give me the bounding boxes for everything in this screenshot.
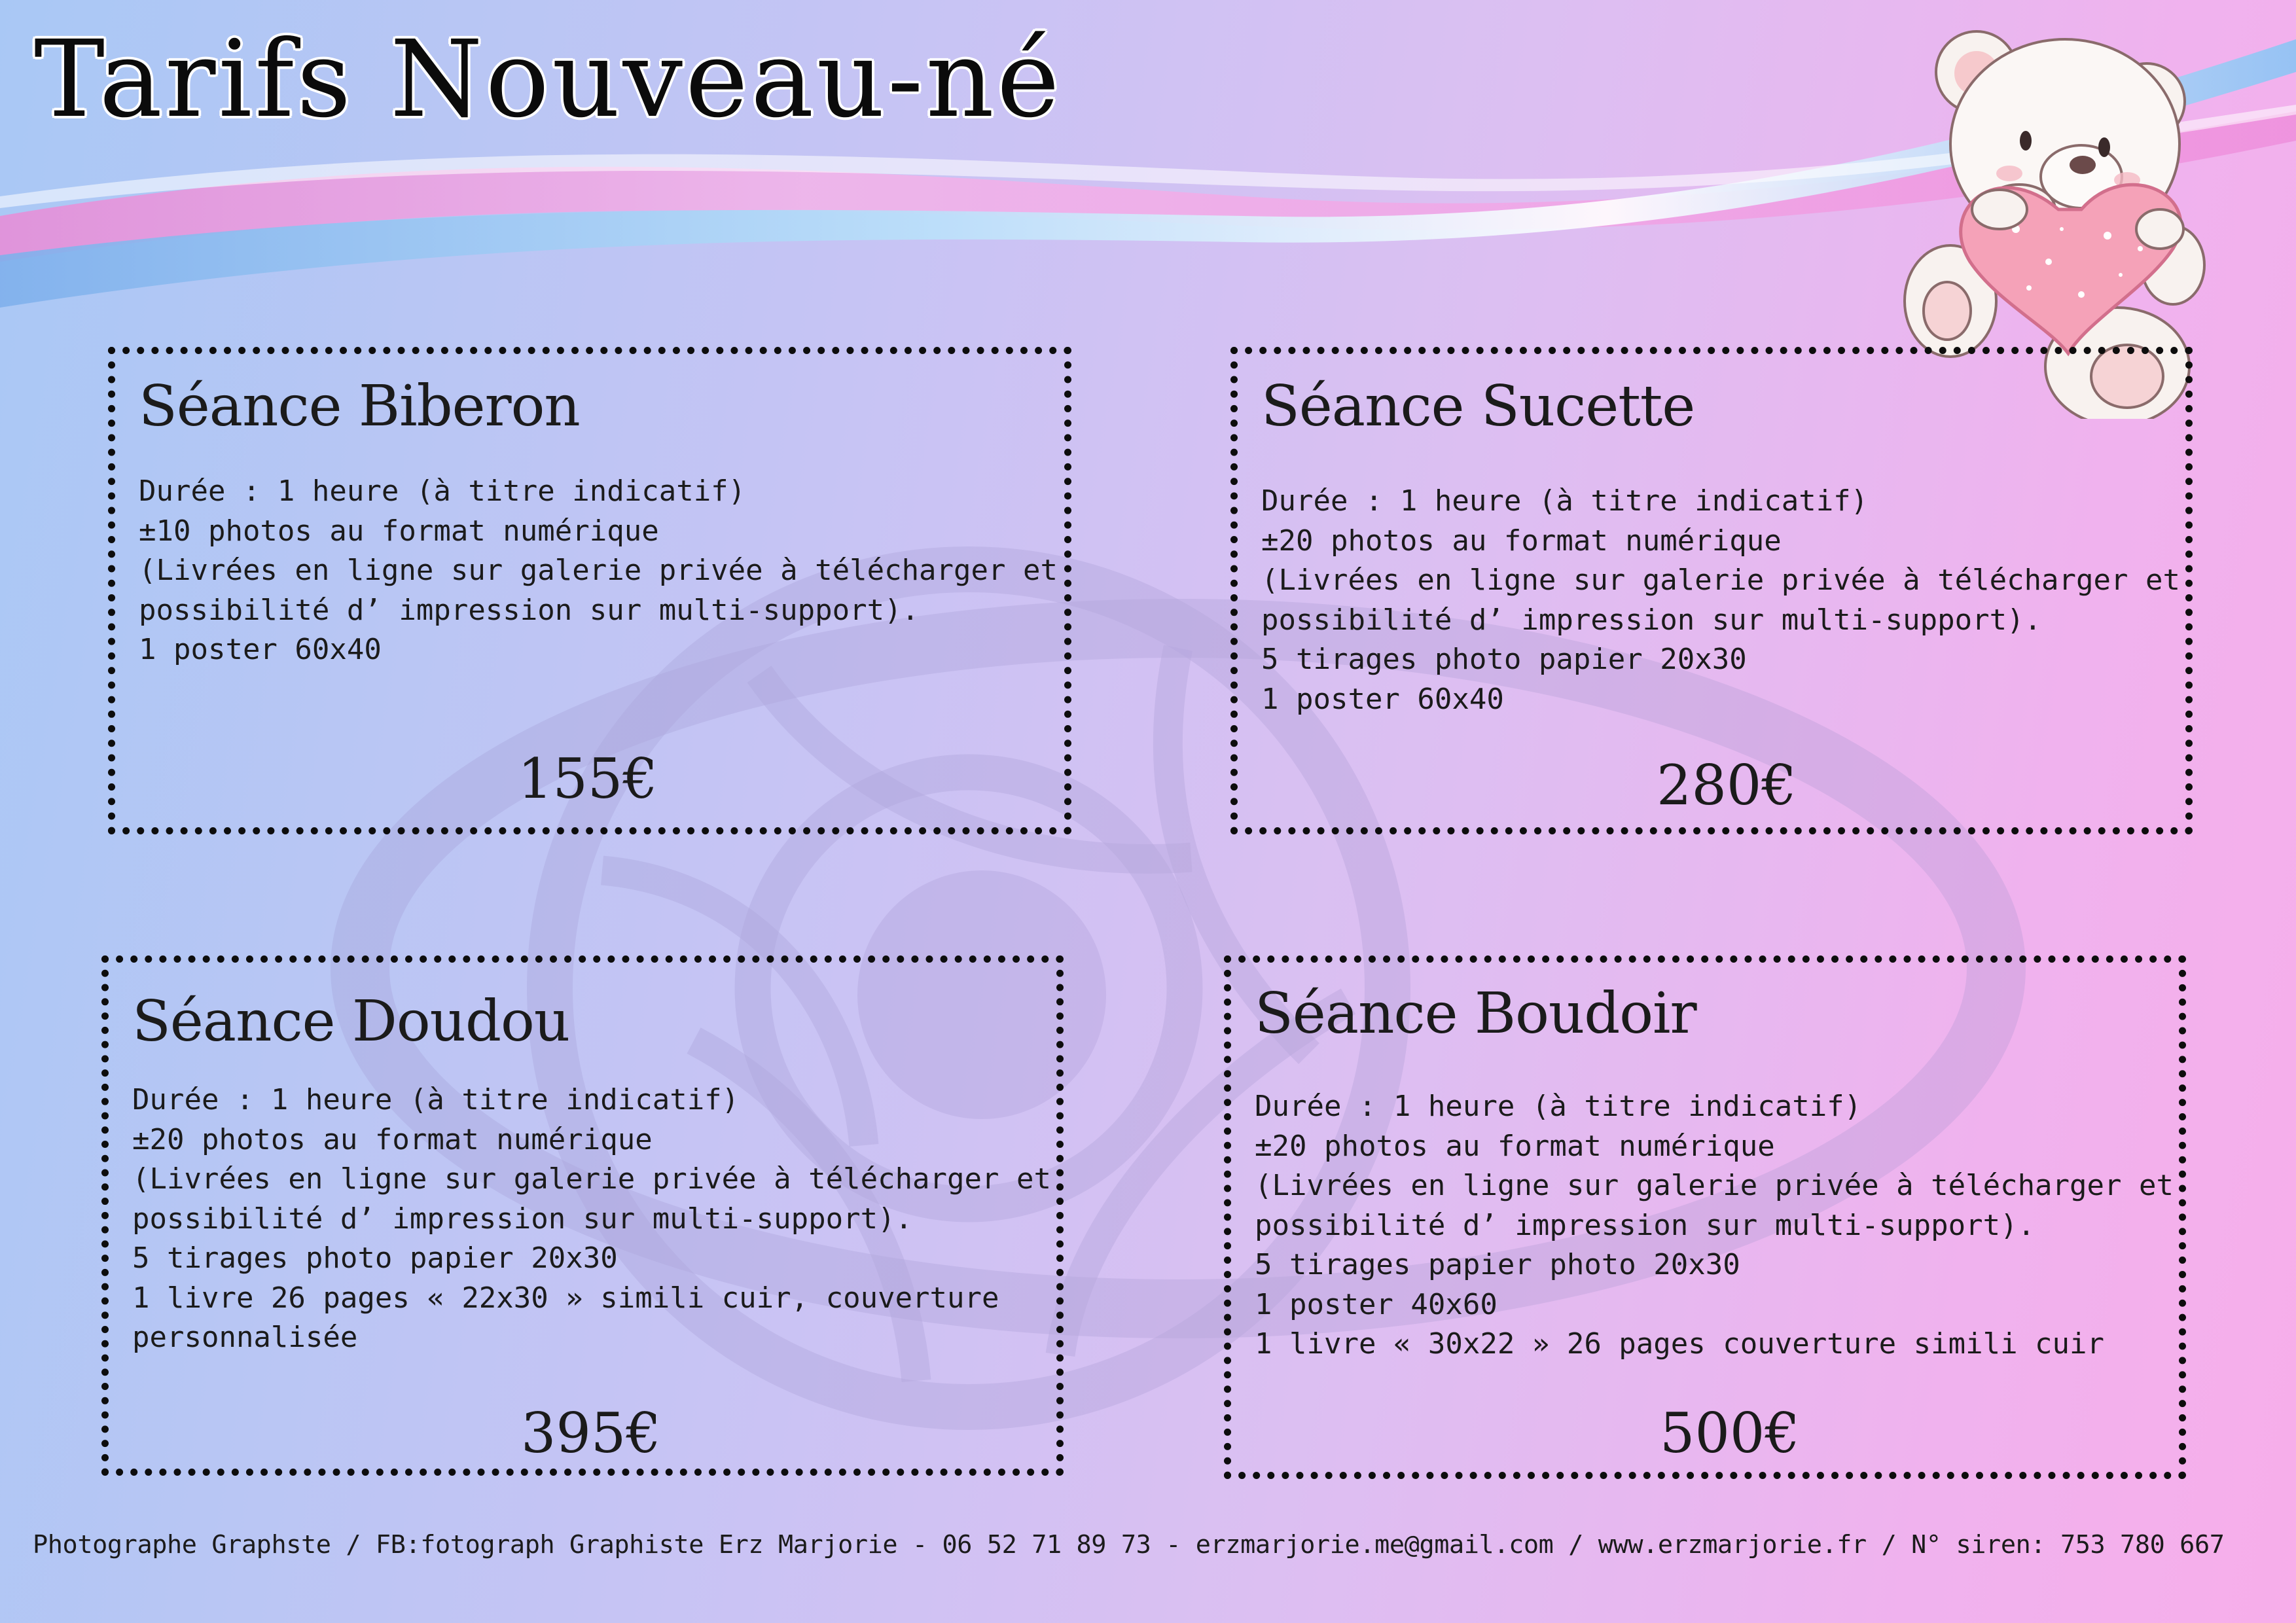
session-price: 280€ bbox=[1657, 753, 1797, 817]
detail-delivery: (Livrées en ligne sur galerie privée à télécharger et bbox=[1261, 563, 2180, 597]
detail-printing: possibilité d’ impression sur multi-support). bbox=[1261, 603, 2042, 637]
detail-book: 1 livre 26 pages « 22x30 » simili cuir, couverture bbox=[132, 1281, 999, 1315]
session-card-biberon bbox=[108, 347, 1071, 834]
detail-prints: 5 tirages photo papier 20x30 bbox=[132, 1241, 618, 1275]
detail-book: 1 livre « 30x22 » 26 pages couverture simili cuir bbox=[1255, 1327, 2105, 1361]
detail-printing: possibilité d’ impression sur multi-support). bbox=[132, 1202, 913, 1236]
detail-photos: ±20 photos au format numérique bbox=[132, 1122, 653, 1156]
detail-poster: 1 poster 40x60 bbox=[1255, 1287, 1498, 1321]
detail-poster: 1 poster 60x40 bbox=[1261, 682, 1504, 716]
session-details bbox=[1255, 1087, 2174, 1364]
detail-delivery: (Livrées en ligne sur galerie privée à télécharger et bbox=[139, 554, 1058, 587]
detail-photos: ±10 photos au format numérique bbox=[139, 514, 659, 548]
detail-duration: Durée : 1 heure (à titre indicatif) bbox=[132, 1083, 740, 1116]
session-title: Séance Sucette bbox=[1261, 374, 1695, 439]
session-details bbox=[139, 472, 1058, 670]
session-price: 155€ bbox=[518, 747, 658, 811]
detail-delivery: (Livrées en ligne sur galerie privée à télécharger et bbox=[1255, 1169, 2174, 1202]
session-details bbox=[132, 1080, 1051, 1358]
session-price: 395€ bbox=[521, 1401, 661, 1465]
detail-prints: 5 tirages photo papier 20x30 bbox=[1261, 643, 1747, 676]
detail-duration: Durée : 1 heure (à titre indicatif) bbox=[1255, 1090, 1862, 1123]
detail-printing: possibilité d’ impression sur multi-support). bbox=[139, 593, 920, 627]
session-details bbox=[1261, 482, 2180, 719]
detail-book-cover: personnalisée bbox=[132, 1321, 358, 1354]
detail-photos: ±20 photos au format numérique bbox=[1255, 1129, 1775, 1163]
detail-prints: 5 tirages papier photo 20x30 bbox=[1255, 1248, 1740, 1281]
page-title: Tarifs Nouveau-né bbox=[34, 18, 1062, 141]
contact-footer: Photographe Graphste / FB:fotograph Graphiste Erz Marjorie - 06 52 71 89 73 - erzmarjorie.me@gmail.com / www.erzmarjorie.fr / N° siren: 753 780 667 bbox=[33, 1530, 2225, 1560]
detail-delivery: (Livrées en ligne sur galerie privée à télécharger et bbox=[132, 1162, 1051, 1196]
detail-duration: Durée : 1 heure (à titre indicatif) bbox=[1261, 484, 1869, 518]
session-price: 500€ bbox=[1660, 1401, 1800, 1465]
session-card-doudou bbox=[101, 955, 1064, 1476]
detail-duration: Durée : 1 heure (à titre indicatif) bbox=[139, 474, 746, 508]
detail-poster: 1 poster 60x40 bbox=[139, 633, 382, 666]
detail-printing: possibilité d’ impression sur multi-support). bbox=[1255, 1208, 2036, 1242]
session-card-boudoir bbox=[1224, 955, 2186, 1479]
session-title: Séance Boudoir bbox=[1255, 981, 1696, 1046]
detail-photos: ±20 photos au format numérique bbox=[1261, 524, 1782, 558]
session-card-sucette bbox=[1230, 347, 2193, 834]
session-title: Séance Doudou bbox=[132, 989, 570, 1054]
session-title: Séance Biberon bbox=[139, 374, 580, 439]
